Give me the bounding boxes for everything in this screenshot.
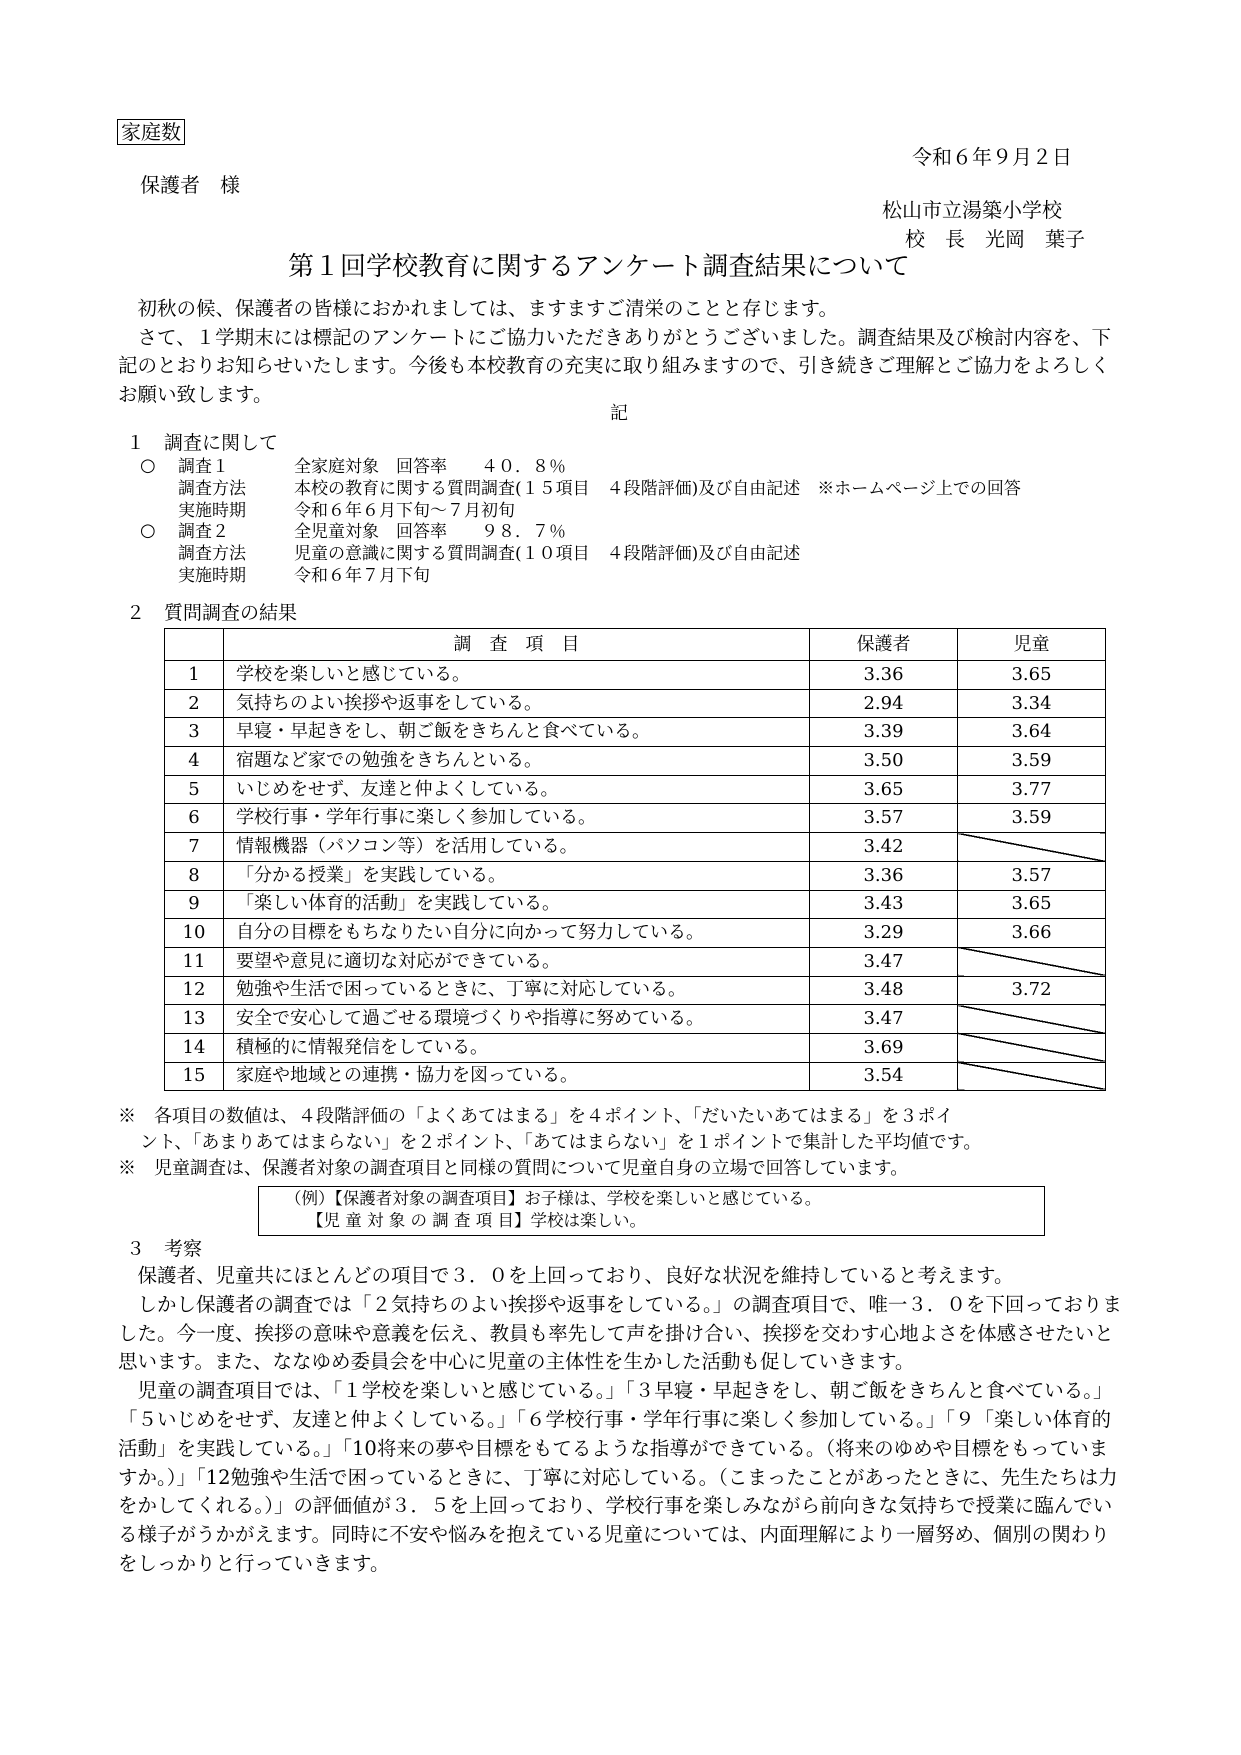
row-child-score xyxy=(958,833,1106,862)
intro-line-1: 初秋の候、保護者の皆様におかれましては、ますますご清栄のことと存じます。 xyxy=(118,297,838,320)
row-number: 8 xyxy=(165,861,224,890)
row-child-score: 3.57 xyxy=(958,861,1106,890)
row-item: 要望や意見に適切な対応ができている。 xyxy=(224,947,810,976)
row-child-score xyxy=(958,947,1106,976)
table-header-row xyxy=(165,629,1106,661)
survey1-period-label: 実施時期 xyxy=(178,501,246,521)
row-number: 11 xyxy=(165,947,224,976)
header-child: 児童 xyxy=(958,629,1106,661)
row-parent-score: 3.48 xyxy=(810,976,958,1005)
row-item: 学校行事・学年行事に楽しく参加している。 xyxy=(224,804,810,833)
survey1-period: 令和６年６月下旬～７月初旬 xyxy=(294,501,515,521)
survey1-method-label: 調査方法 xyxy=(178,479,246,499)
row-number: 6 xyxy=(165,804,224,833)
document-tag: 家庭数 xyxy=(117,119,185,145)
row-item: 家庭や地域との連携・協力を図っている。 xyxy=(224,1062,810,1091)
row-item: 宿題など家での勉強をきちんといる。 xyxy=(224,747,810,776)
row-number: 4 xyxy=(165,747,224,776)
row-child-score xyxy=(958,1005,1106,1034)
row-parent-score: 3.54 xyxy=(810,1062,958,1091)
table-row xyxy=(165,804,1106,833)
row-parent-score: 3.42 xyxy=(810,833,958,862)
row-number: 10 xyxy=(165,919,224,948)
row-parent-score: 3.36 xyxy=(810,661,958,690)
principal-name: 校 長 光岡 葉子 xyxy=(905,227,1085,251)
note-1-line-2: ント、「あまりあてはまらない」を２ポイント、「あてはまらない」を１ポイントで集計した平均値です。 xyxy=(140,1132,982,1153)
table-row xyxy=(165,1005,1106,1034)
results-table xyxy=(164,628,1106,1091)
row-child-score: 3.59 xyxy=(958,747,1106,776)
row-item: 自分の目標をもちなりたい自分に向かって努力している。 xyxy=(224,919,810,948)
row-number: 3 xyxy=(165,718,224,747)
row-child-score: 3.65 xyxy=(958,890,1106,919)
row-item: 勉強や生活で困っているときに、丁寧に対応している。 xyxy=(224,976,810,1005)
table-row xyxy=(165,1062,1106,1091)
row-parent-score: 3.47 xyxy=(810,947,958,976)
survey1-label: 調査１ xyxy=(178,457,229,477)
section2-heading: ２ 質問調査の結果 xyxy=(126,602,298,624)
survey2-period: 令和６年７月下旬 xyxy=(294,566,430,586)
example-parent-item: （例）【保護者対象の調査項目】お子様は、学校を楽しいと感じている。 xyxy=(285,1189,822,1208)
table-row xyxy=(165,718,1106,747)
row-parent-score: 3.29 xyxy=(810,919,958,948)
survey2-method-label: 調査方法 xyxy=(178,544,246,564)
table-row xyxy=(165,775,1106,804)
school-name: 松山市立湯築小学校 xyxy=(882,198,1062,222)
table-row xyxy=(165,947,1106,976)
row-item: 情報機器（パソコン等）を活用している。 xyxy=(224,833,810,862)
row-number: 14 xyxy=(165,1033,224,1062)
note-1-line-1: ※ 各項目の数値は、４段階評価の「よくあてはまる」を４ポイント、「だいたいあてはまる」を３ポイ xyxy=(118,1106,954,1127)
section3-heading: ３ 考察 xyxy=(126,1238,203,1260)
header-item: 調 査 項 目 xyxy=(224,629,810,661)
header-number xyxy=(165,629,224,661)
table-row xyxy=(165,689,1106,718)
example-child-item: 【児 童 対 象 の 調 査 項 目】学校は楽しい。 xyxy=(307,1211,646,1230)
row-item: 積極的に情報発信をしている。 xyxy=(224,1033,810,1062)
ki-marker: 記 xyxy=(610,403,628,424)
row-child-score xyxy=(958,1062,1106,1091)
row-number: 7 xyxy=(165,833,224,862)
row-item: いじめをせず、友達と仲よくしている。 xyxy=(224,775,810,804)
row-child-score: 3.65 xyxy=(958,661,1106,690)
table-row xyxy=(165,861,1106,890)
survey1-target: 全家庭対象 回答率 ４０．８％ xyxy=(294,457,566,477)
row-item: 「楽しい体育的活動」を実践している。 xyxy=(224,890,810,919)
row-child-score: 3.72 xyxy=(958,976,1106,1005)
table-row xyxy=(165,833,1106,862)
discussion-text xyxy=(118,1262,1124,1579)
row-number: 12 xyxy=(165,976,224,1005)
row-item: 気持ちのよい挨拶や返事をしている。 xyxy=(224,689,810,718)
survey2-label: 調査２ xyxy=(178,522,229,542)
row-parent-score: 3.69 xyxy=(810,1033,958,1062)
row-child-score: 3.77 xyxy=(958,775,1106,804)
row-child-score: 3.59 xyxy=(958,804,1106,833)
survey2-period-label: 実施時期 xyxy=(178,566,246,586)
row-number: 15 xyxy=(165,1062,224,1091)
row-parent-score: 2.94 xyxy=(810,689,958,718)
row-item: 学校を楽しいと感じている。 xyxy=(224,661,810,690)
row-child-score xyxy=(958,1033,1106,1062)
table-row xyxy=(165,661,1106,690)
table-row xyxy=(165,1033,1106,1062)
row-parent-score: 3.39 xyxy=(810,718,958,747)
row-parent-score: 3.43 xyxy=(810,890,958,919)
note-2: ※ 児童調査は、保護者対象の調査項目と同様の質問について児童自身の立場で回答しています。 xyxy=(118,1158,909,1179)
row-number: 1 xyxy=(165,661,224,690)
document-title: 第１回学校教育に関するアンケート調査結果について xyxy=(288,252,910,282)
bullet-icon: ○ xyxy=(140,455,156,476)
row-parent-score: 3.36 xyxy=(810,861,958,890)
table-row xyxy=(165,890,1106,919)
survey2-target: 全児童対象 回答率 ９８．７％ xyxy=(294,522,566,542)
addressee: 保護者 様 xyxy=(140,173,240,197)
example-box xyxy=(258,1186,1045,1236)
table-row xyxy=(165,919,1106,948)
survey1-method: 本校の教育に関する質問調査(１５項目 ４段階評価)及び自由記述 ※ホームページ上での回答 xyxy=(294,479,1021,499)
bullet-icon: ○ xyxy=(140,520,156,541)
row-child-score: 3.34 xyxy=(958,689,1106,718)
intro-line-2: さて、１学期末には標記のアンケートにご協力いただきありがとうございました。調査結果及び検討内容を、下記のとおりお知らせいたします。今後も本校教育の充実に取り組みますので、引き続きご理解とご協力をよろしくお願い致します。 xyxy=(118,325,1111,406)
discussion-paragraph-2: しかし保護者の調査では「２気持ちのよい挨拶や返事をしている。」の調査項目で、唯一３．０を下回っておりました。今一度、挨拶の意味や意義を伝え、教員も率先して声を掛け合い、挨拶を交わす心地よさを体感させたいと思います。また、ななゆめ委員会を中心に児童の主体性を生かした活動も促していきます。 xyxy=(118,1292,1122,1374)
header-parent: 保護者 xyxy=(810,629,958,661)
row-number: 9 xyxy=(165,890,224,919)
row-item: 早寝・早起きをし、朝ご飯をきちんと食べている。 xyxy=(224,718,810,747)
survey2-method: 児童の意識に関する質問調査(１０項目 ４段階評価)及び自由記述 xyxy=(294,544,801,564)
row-child-score: 3.64 xyxy=(958,718,1106,747)
intro-text xyxy=(118,295,1124,409)
row-parent-score: 3.57 xyxy=(810,804,958,833)
issue-date: 令和６年９月２日 xyxy=(912,145,1072,169)
discussion-paragraph-3: 児童の調査項目では、「１学校を楽しいと感じている。」「３早寝・早起きをし、朝ご飯をきちんと食べている。」「５いじめをせず、友達と仲よくしている。」「６学校行事・学年行事に楽しく参加している。」「９「楽しい体育的活動」を実践している。」「10将来の夢や目標をもてるような指導ができている。（将来のゆめや目標をもっていますか。）」「12勉強や生活で困っているときに、丁寧に対応している。（こまったことがあったときに、先生たちは力をかしてくれる。）」の評価値が３．５を上回っており、学校行事を楽しみながら前向きな気持ちで授業に臨んでいる様子がうかがえます。同時に不安や悩みを抱えている児童については、内面理解により一層努め、個別の関わりをしっかりと行っていきます。 xyxy=(118,1379,1118,1575)
row-number: 2 xyxy=(165,689,224,718)
row-child-score: 3.66 xyxy=(958,919,1106,948)
discussion-paragraph-1: 保護者、児童共にほとんどの項目で３．０を上回っており、良好な状況を維持していると考えます。 xyxy=(118,1264,1014,1287)
row-item: 「分かる授業」を実践している。 xyxy=(224,861,810,890)
section1-heading: １ 調査に関して xyxy=(126,432,279,454)
row-parent-score: 3.47 xyxy=(810,1005,958,1034)
row-item: 安全で安心して過ごせる環境づくりや指導に努めている。 xyxy=(224,1005,810,1034)
row-number: 5 xyxy=(165,775,224,804)
table-row xyxy=(165,976,1106,1005)
table-row xyxy=(165,747,1106,776)
row-parent-score: 3.65 xyxy=(810,775,958,804)
row-number: 13 xyxy=(165,1005,224,1034)
row-parent-score: 3.50 xyxy=(810,747,958,776)
